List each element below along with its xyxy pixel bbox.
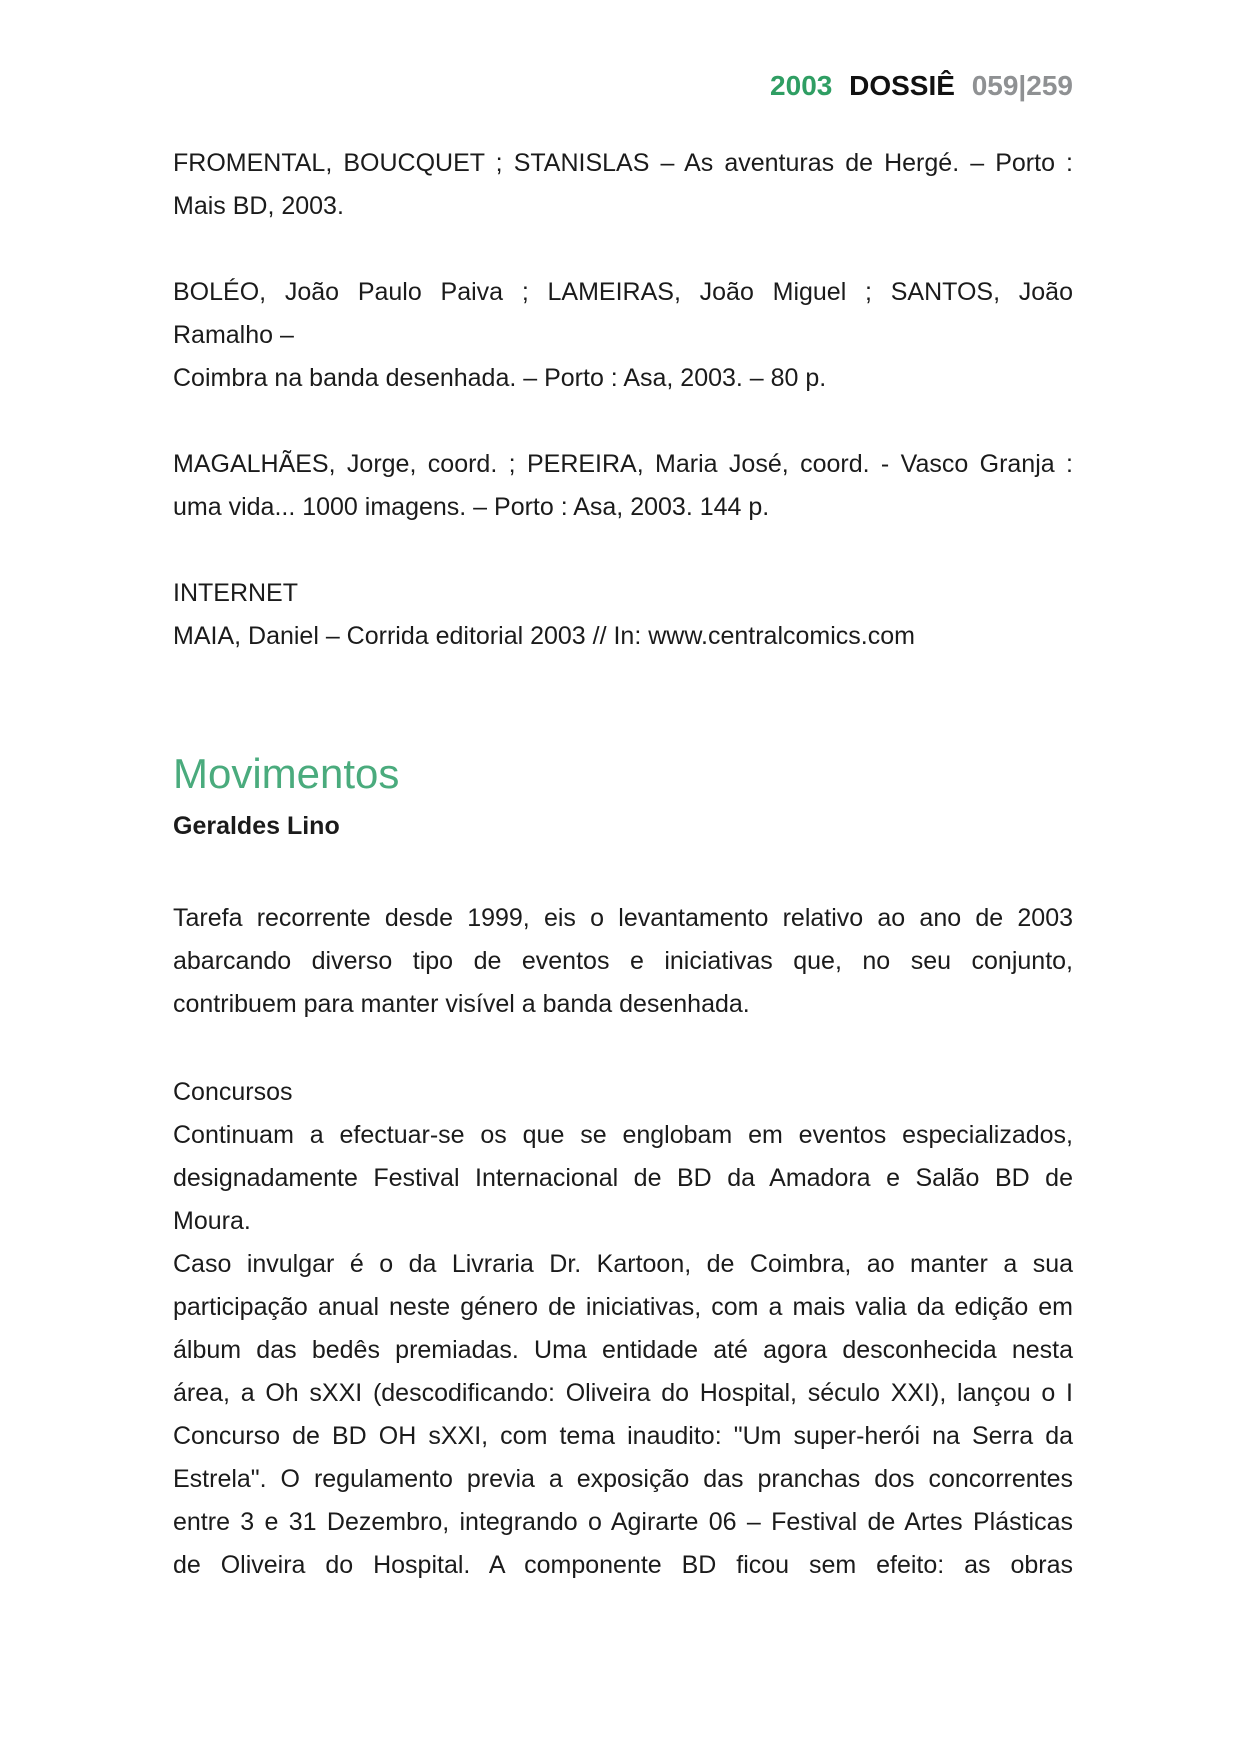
text-line: Moura. (173, 1207, 251, 1235)
text-line: de Oliveira do Hospital. A componente BD ficou sem efeito: as obras (173, 1551, 1073, 1579)
page-header (173, 70, 1073, 102)
paragraph (173, 897, 1073, 1026)
page-number: 059|259 (971, 70, 1073, 101)
dossier-year: 2003 (770, 70, 833, 101)
text-line: uma vida... 1000 imagens. – Porto : Asa, 2003. 144 p. (173, 493, 770, 521)
bib-entry (173, 142, 1073, 228)
text-line: MAIA, Daniel – Corrida editorial 2003 // In: www.centralcomics.com (173, 622, 915, 650)
paragraph (173, 1071, 1073, 1243)
text-line: área, a Oh sXXI (descodificando: Oliveira do Hospital, século XXI), lançou o I (173, 1379, 1073, 1407)
text-line: Mais BD, 2003. (173, 192, 344, 220)
text-line: Ramalho – (173, 321, 294, 349)
text-line: Coimbra na banda desenhada. – Porto : Asa, 2003. – 80 p. (173, 364, 827, 392)
text-line: participação anual neste género de iniciativas, com a mais valia da edição em (173, 1293, 1073, 1321)
text-line: contribuem para manter visível a banda desenhada. (173, 990, 750, 1018)
text-line: Continuam a efectuar-se os que se englobam em eventos especializados, (173, 1121, 1073, 1149)
author-name: Geraldes Lino (173, 812, 340, 840)
dossier-title: DOSSIÊ (849, 70, 955, 101)
text-line: Concurso de BD OH sXXI, com tema inaudito: "Um super-herói na Serra da (173, 1422, 1073, 1450)
article-body (173, 897, 1073, 1587)
text-line: designadamente Festival Internacional de BD da Amadora e Salão BD de (173, 1164, 1073, 1192)
text-line: Estrela". O regulamento previa a exposição das pranchas dos concorrentes (173, 1465, 1073, 1493)
bibliography-section (173, 142, 1073, 658)
text-line: abarcando diverso tipo de eventos e iniciativas que, no seu conjunto, (173, 947, 1073, 975)
text-line: INTERNET (173, 579, 298, 607)
text-line: Concursos (173, 1078, 293, 1106)
text-line: entre 3 e 31 Dezembro, integrando o Agirarte 06 – Festival de Artes Plásticas (173, 1508, 1073, 1536)
bib-entry (173, 572, 1073, 658)
text-line: FROMENTAL, BOUCQUET ; STANISLAS – As aventuras de Hergé. – Porto : (173, 149, 1073, 177)
section-heading: Movimentos (173, 750, 400, 797)
text-line: BOLÉO, João Paulo Paiva ; LAMEIRAS, João Miguel ; SANTOS, João (173, 278, 1073, 306)
paragraph (173, 1243, 1073, 1587)
bib-entry (173, 271, 1073, 400)
text-line: álbum das bedês premiadas. Uma entidade até agora desconhecida nesta (173, 1336, 1073, 1364)
text-line: MAGALHÃES, Jorge, coord. ; PEREIRA, Maria José, coord. - Vasco Granja : (173, 450, 1073, 478)
bib-entry (173, 443, 1073, 529)
text-line: Caso invulgar é o da Livraria Dr. Kartoon, de Coimbra, ao manter a sua (173, 1250, 1073, 1278)
text-line: Tarefa recorrente desde 1999, eis o levantamento relativo ao ano de 2003 (173, 904, 1073, 932)
